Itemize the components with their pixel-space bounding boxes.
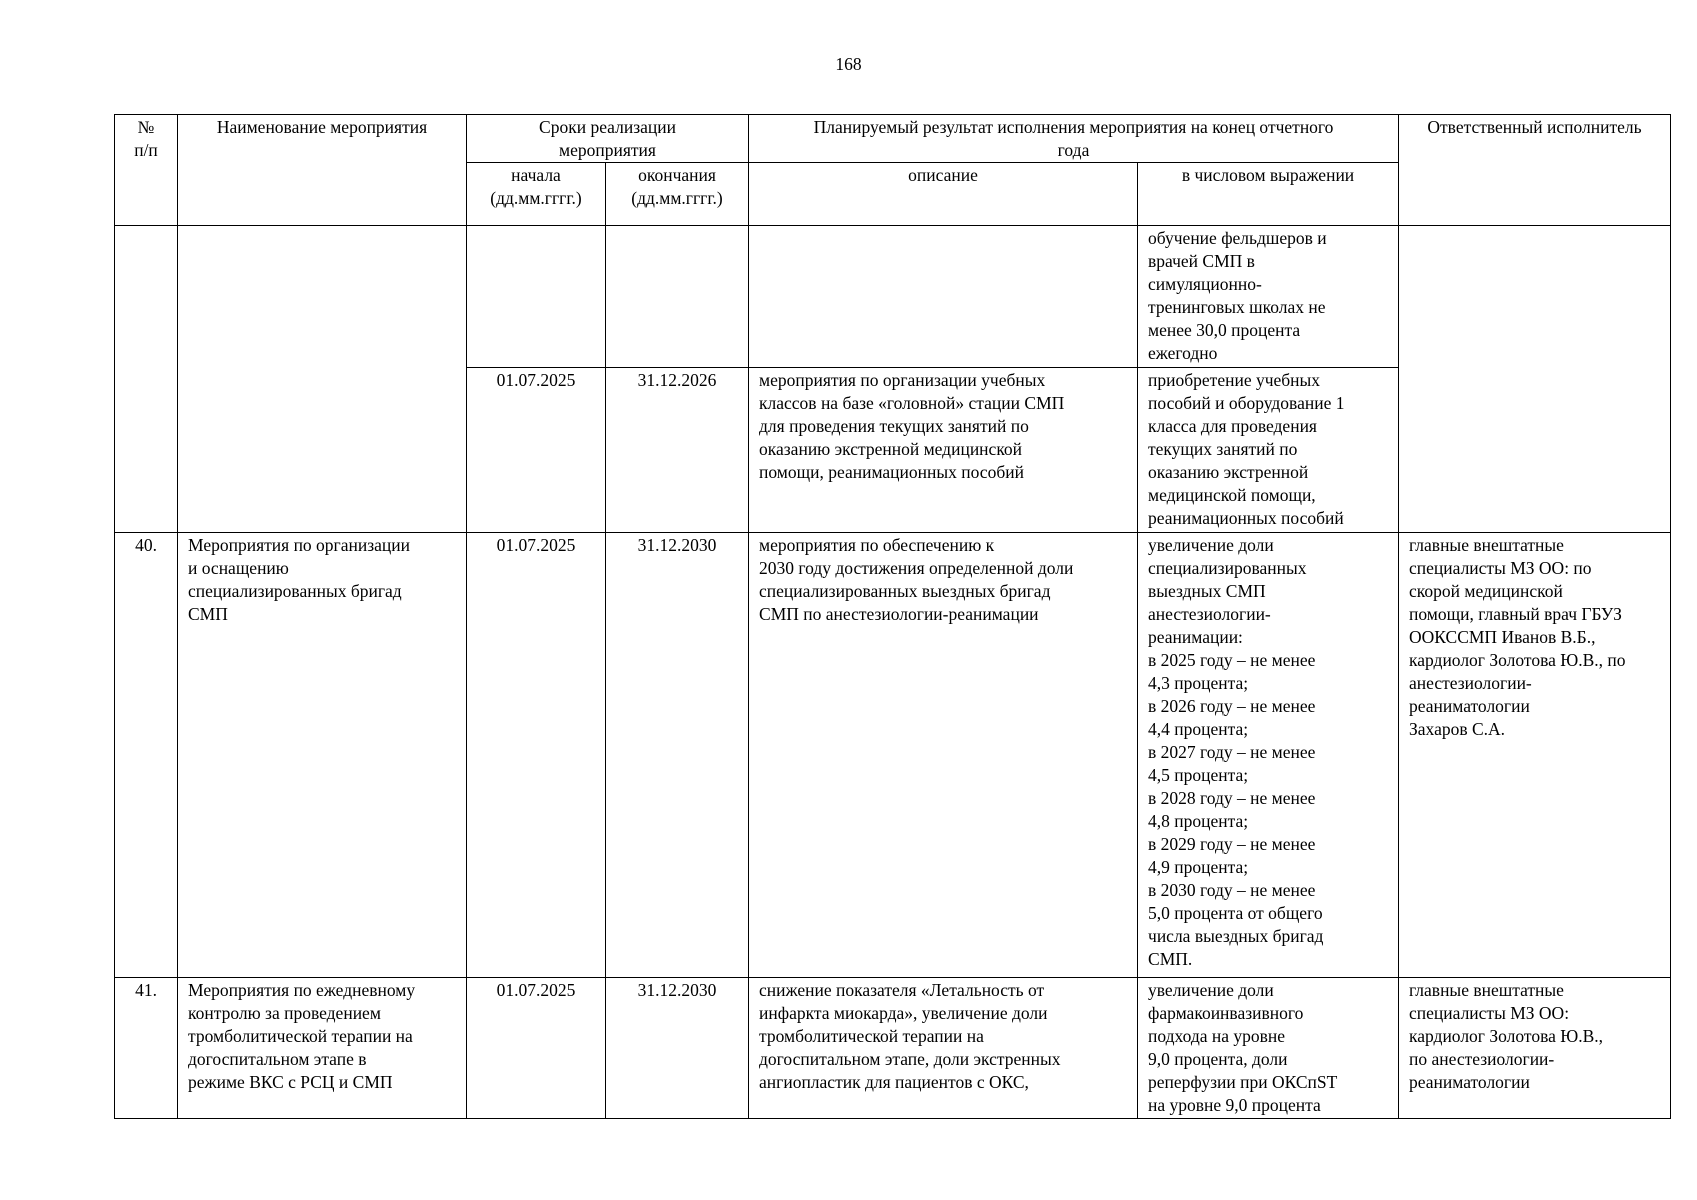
events-table xyxy=(114,114,1671,1119)
row-description xyxy=(749,226,1138,368)
header-name: Наименование мероприятия xyxy=(178,115,467,226)
header-terms: Сроки реализации мероприятия xyxy=(467,115,749,163)
row-start: 01.07.2025 xyxy=(467,533,606,978)
row-num: 40. xyxy=(115,533,178,978)
table-row xyxy=(115,226,1671,368)
row-responsible xyxy=(1399,226,1671,533)
header-start: начала (дд.мм.гггг.) xyxy=(467,163,606,226)
header-responsible: Ответственный исполнитель xyxy=(1399,115,1671,226)
row-end: 31.12.2030 xyxy=(606,533,749,978)
row-numeric: приобретение учебных пособий и оборудование 1 класса для проведения текущих занятий по оказанию экстренной медицинской помощи, реанимационных пособий xyxy=(1138,368,1399,533)
row-description: снижение показателя «Летальность от инфаркта миокарда», увеличение доли тромболитической терапии на догоспитальном этапе, доли экстренных ангиопластик для пациентов с ОКС, xyxy=(749,978,1138,1119)
row-end xyxy=(606,226,749,368)
row-responsible: главные внештатные специалисты МЗ ОО: по скорой медицинской помощи, главный врач ГБУЗ ООКССМП Иванов В.Б., кардиолог Золотова Ю.В., по анестезиологии- реаниматологии Захаров С.А. xyxy=(1399,533,1671,978)
table-row xyxy=(115,533,1671,978)
row-name xyxy=(178,226,467,533)
row-start: 01.07.2025 xyxy=(467,978,606,1119)
row-name: Мероприятия по организации и оснащению специализированных бригад СМП xyxy=(178,533,467,978)
row-numeric: увеличение доли фармакоинвазивного подхода на уровне 9,0 процента, доли реперфузии при ОКСпST на уровне 9,0 процента xyxy=(1138,978,1399,1119)
row-responsible: главные внештатные специалисты МЗ ОО: кардиолог Золотова Ю.В., по анестезиологии- реаниматологии xyxy=(1399,978,1671,1119)
row-numeric: увеличение доли специализированных выездных СМП анестезиологии- реанимации: в 2025 году – не менее 4,3 процента; в 2026 году – не менее 4,4 процента; в 2027 году – не менее 4,5 процента; в 2028 году – не менее 4,8 процента; в 2029 году – не менее 4,9 процента; в 2030 году – не менее 5,0 процента от общего числа выездных бригад СМП. xyxy=(1138,533,1399,978)
header-num: № п/п xyxy=(115,115,178,226)
row-start xyxy=(467,226,606,368)
row-start: 01.07.2025 xyxy=(467,368,606,533)
row-num: 41. xyxy=(115,978,178,1119)
row-description: мероприятия по обеспечению к 2030 году достижения определенной доли специализированных выездных бригад СМП по анестезиологии-реанимации xyxy=(749,533,1138,978)
row-end: 31.12.2030 xyxy=(606,978,749,1119)
table-row xyxy=(115,978,1671,1119)
row-end: 31.12.2026 xyxy=(606,368,749,533)
header-description: описание xyxy=(749,163,1138,226)
row-num xyxy=(115,226,178,533)
header-end: окончания (дд.мм.гггг.) xyxy=(606,163,749,226)
page-number: 168 xyxy=(835,54,862,74)
header-result: Планируемый результат исполнения мероприятия на конец отчетного года xyxy=(749,115,1399,163)
header-numeric: в числовом выражении xyxy=(1138,163,1399,226)
row-name: Мероприятия по ежедневному контролю за проведением тромболитической терапии на догоспитальном этапе в режиме ВКС с РСЦ и СМП xyxy=(178,978,467,1119)
row-numeric: обучение фельдшеров и врачей СМП в симуляционно- тренинговых школах не менее 30,0 процента ежегодно xyxy=(1138,226,1399,368)
row-description: мероприятия по организации учебных классов на базе «головной» стации СМП для проведения текущих занятий по оказанию экстренной медицинской помощи, реанимационных пособий xyxy=(749,368,1138,533)
